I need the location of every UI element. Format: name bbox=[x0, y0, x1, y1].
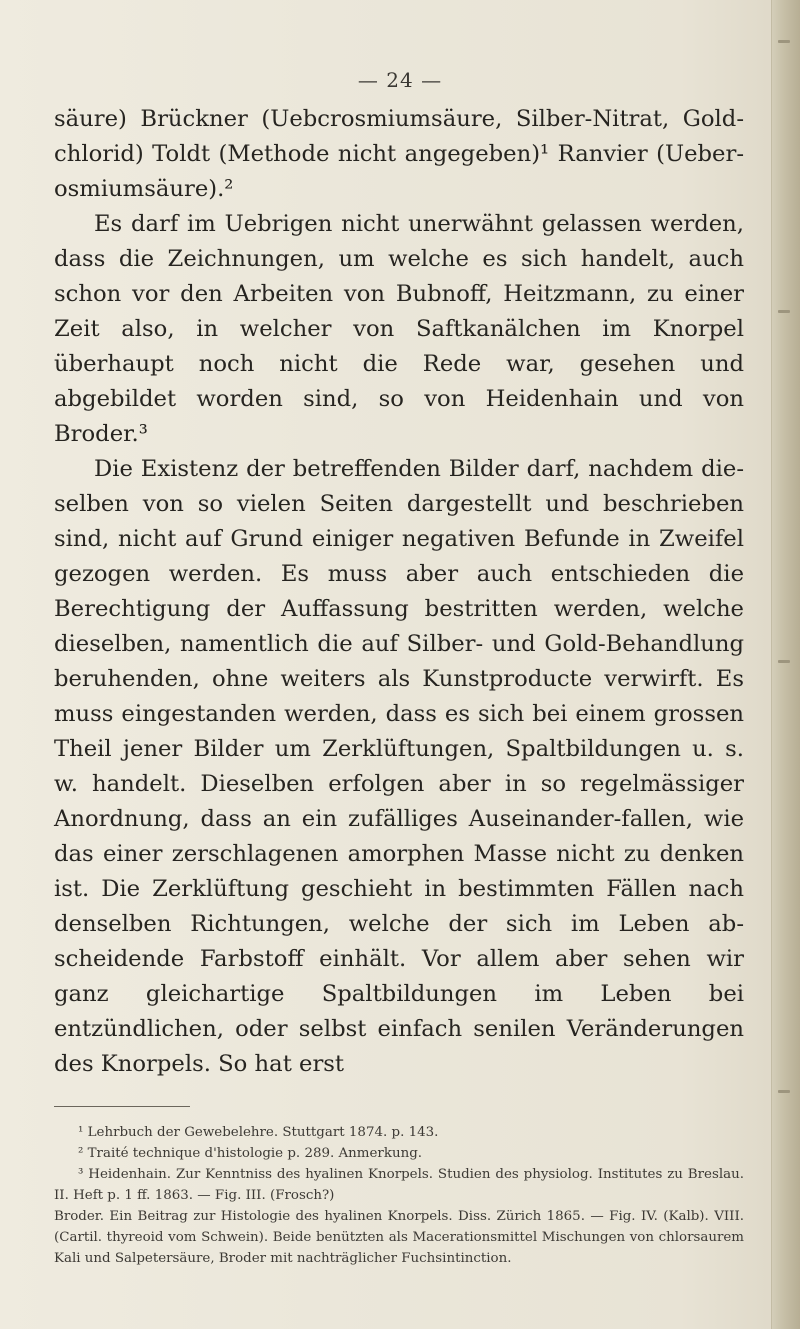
footnote: ³ Heidenhain. Zur Kenntniss des hyalinen Knorpels. Studien des physiolog. Institutes zu Breslau. II. Heft p. 1 ff. 1863. — Fig. III. (Frosch?) bbox=[54, 1167, 744, 1203]
edge-mark bbox=[778, 40, 790, 43]
page-right-edge bbox=[771, 0, 800, 1329]
paragraph: säure) Brückner (Uebcrosmiumsäure, Silber-Nitrat, Gold-chlorid) Toldt (Methode nicht angegeben)¹ Ranvier (Ueber-osmiumsäure).² bbox=[54, 106, 744, 202]
footnote: Broder. Ein Beitrag zur Histologie des hyalinen Knorpels. Diss. Zürich 1865. — Fig. IV. (Kalb). VIII. (Cartil. thyreoid vom Schwein). Beide benützten als Macerationsmittel Mischungen von chlorsaurem Kali und Salpetersäure, Broder mit nachträglicher Fuchsintinction. bbox=[54, 1209, 744, 1266]
footnotes bbox=[54, 1122, 744, 1269]
footnote: ² Traité technique d'histologie p. 289. Anmerkung. bbox=[78, 1146, 423, 1161]
edge-mark bbox=[778, 310, 790, 313]
footnote-divider bbox=[54, 1106, 190, 1107]
paragraph: Die Existenz der betreffenden Bilder darf, nachdem die-selben von so vielen Seiten dargestellt und beschrieben sind, nicht auf Grund einiger negativen Befunde in Zweifel gezogen werden. Es muss aber auch entschieden die Berechtigung der Auffassung bestritten werden, welche dieselben, namentlich die auf Silber- und Gold-Behandlung beruhenden, ohne weiters als Kunstproducte verwirft. Es muss eingestanden werden, dass es sich bei einem grossen Theil jener Bilder um Zerklüftungen, Spaltbildungen u. s. w. handelt. Dieselben erfolgen aber in so regelmässiger Anordnung, dass an ein zufälliges Auseinander-fallen, wie das einer zerschlagenen amorphen Masse nicht zu denken ist. Die Zerklüftung geschieht in bestimmten Fällen nach denselben Richtungen, welche der sich im Leben ab-scheidende Farbstoff einhält. Vor allem aber sehen wir ganz gleichartige Spaltbildungen im Leben bei entzündlichen, oder selbst einfach senilen Veränderungen des Knorpels. So hat erst bbox=[54, 456, 744, 1077]
edge-mark bbox=[778, 1090, 790, 1093]
edge-mark bbox=[778, 660, 790, 663]
page-number: — 24 — bbox=[357, 68, 443, 92]
body-text bbox=[54, 102, 744, 1082]
paragraph: Es darf im Uebrigen nicht unerwähnt gelassen werden, dass die Zeichnungen, um welche es sich handelt, auch schon vor den Arbeiten von Bubnoff, Heitzmann, zu einer Zeit also, in welcher von Saftkanälchen im Knorpel überhaupt noch nicht die Rede war, gesehen und abgebildet worden sind, so von Heidenhain und von Broder.³ bbox=[54, 211, 744, 447]
footnote: ¹ Lehrbuch der Gewebelehre. Stuttgart 1874. p. 143. bbox=[78, 1125, 439, 1140]
